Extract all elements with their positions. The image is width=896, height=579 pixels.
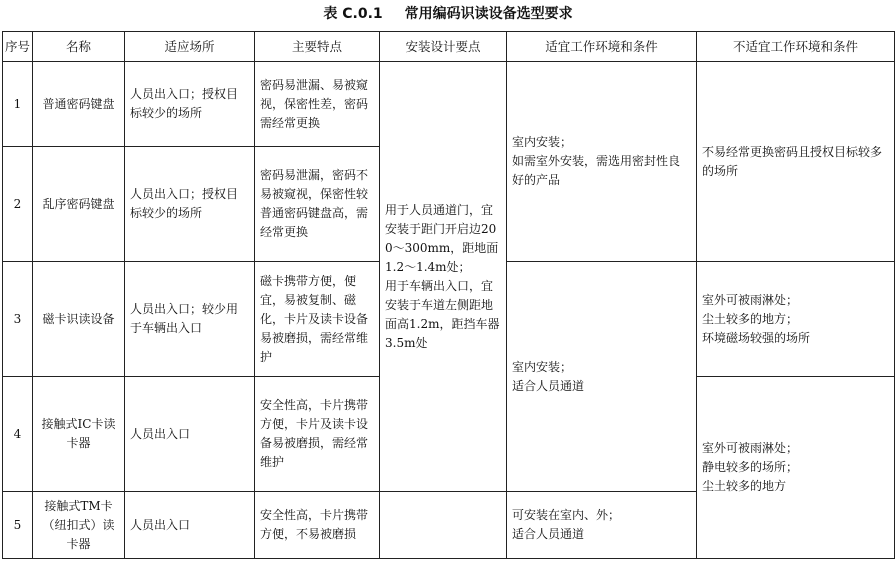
install-points-empty xyxy=(380,492,507,559)
main-features: 安全性高，卡片携带方便，卡片及读卡设备易被磨损，需经常维护 xyxy=(255,377,380,492)
main-features: 安全性高，卡片携带方便，不易被磨损 xyxy=(255,492,380,559)
header-features: 主要特点 xyxy=(255,32,380,62)
unsuitable-3-line-2: 静电较多的场所； xyxy=(702,460,799,474)
row-number: 4 xyxy=(3,377,33,492)
suitable-3-line-1: 可安装在室内、外； xyxy=(512,508,621,522)
unsuitable-conditions-1 xyxy=(697,62,895,262)
row-number: 1 xyxy=(3,62,33,147)
table-number: 表 C.0.1 xyxy=(323,6,383,22)
applicable-place: 人员出入口；较少用于车辆出入口 xyxy=(125,262,255,377)
applicable-place: 人员出入口；授权目标较少的场所 xyxy=(125,147,255,262)
unsuitable-2-line-2: 尘土较多的地方； xyxy=(702,311,799,326)
suitable-conditions-3 xyxy=(507,492,697,559)
table-title: 常用编码识读设备选型要求 xyxy=(404,6,573,22)
main-features: 密码易泄漏、易被窥视，保密性差，密码需经常更换 xyxy=(255,62,380,147)
device-name: 接触式TM卡（纽扣式）读卡器 xyxy=(33,492,125,559)
table-caption xyxy=(0,2,896,26)
row-number: 2 xyxy=(3,147,33,262)
header-name: 名称 xyxy=(33,32,125,62)
device-selection-table xyxy=(2,31,895,559)
table-row xyxy=(3,62,895,147)
applicable-place: 人员出入口 xyxy=(125,377,255,492)
suitable-3-line-2: 适合人员通道 xyxy=(512,527,585,541)
header-place: 适应场所 xyxy=(125,32,255,62)
device-name: 磁卡识读设备 xyxy=(33,262,125,377)
main-features: 磁卡携带方便，便宜，易被复制、磁化，卡片及读卡设备易被磨损，需经常维护 xyxy=(255,262,380,377)
unsuitable-conditions-2 xyxy=(697,262,895,377)
install-line-1: 用于人员通道门，宜安装于距门开启边200～300mm，距地面1.2～1.4m处； xyxy=(385,202,499,274)
applicable-place: 人员出入口；授权目标较少的场所 xyxy=(125,62,255,147)
header-unsuitable: 不适宜工作环境和条件 xyxy=(697,32,895,62)
header-row xyxy=(3,32,895,62)
device-name: 接触式IC卡读卡器 xyxy=(33,377,125,492)
header-install: 安装设计要点 xyxy=(380,32,507,62)
header-no: 序号 xyxy=(3,32,33,62)
suitable-2-line-1: 室内安装； xyxy=(512,359,573,374)
install-points xyxy=(380,62,507,492)
row-number: 3 xyxy=(3,262,33,377)
suitable-conditions-1 xyxy=(507,62,697,262)
device-name: 普通密码键盘 xyxy=(33,62,125,147)
header-suitable: 适宜工作环境和条件 xyxy=(507,32,697,62)
unsuitable-3-line-3: 尘土较多的地方 xyxy=(702,479,787,493)
install-line-2: 用于车辆出入口，宜安装于车道左侧距地面高1.2m，距挡车器3.5m处 xyxy=(385,278,500,350)
device-name: 乱序密码键盘 xyxy=(33,147,125,262)
suitable-1-line-2: 如需室外安装，需选用密封性良好的产品 xyxy=(512,154,681,187)
suitable-1-line-1: 室内安装； xyxy=(512,135,573,149)
main-features: 密码易泄漏，密码不易被窥视，保密性较普通密码键盘高，需经常更换 xyxy=(255,147,380,262)
unsuitable-1-text: 不易经常更换密码且授权目标较多的场所 xyxy=(702,144,883,178)
unsuitable-2-line-1: 室外可被雨淋处； xyxy=(702,292,799,307)
suitable-conditions-2 xyxy=(507,262,697,492)
applicable-place: 人员出入口 xyxy=(125,492,255,559)
suitable-2-line-2: 适合人员通道 xyxy=(512,378,585,393)
unsuitable-2-line-3: 环境磁场较强的场所 xyxy=(702,330,811,345)
unsuitable-conditions-3 xyxy=(697,377,895,559)
row-number: 5 xyxy=(3,492,33,559)
unsuitable-3-line-1: 室外可被雨淋处； xyxy=(702,441,799,455)
